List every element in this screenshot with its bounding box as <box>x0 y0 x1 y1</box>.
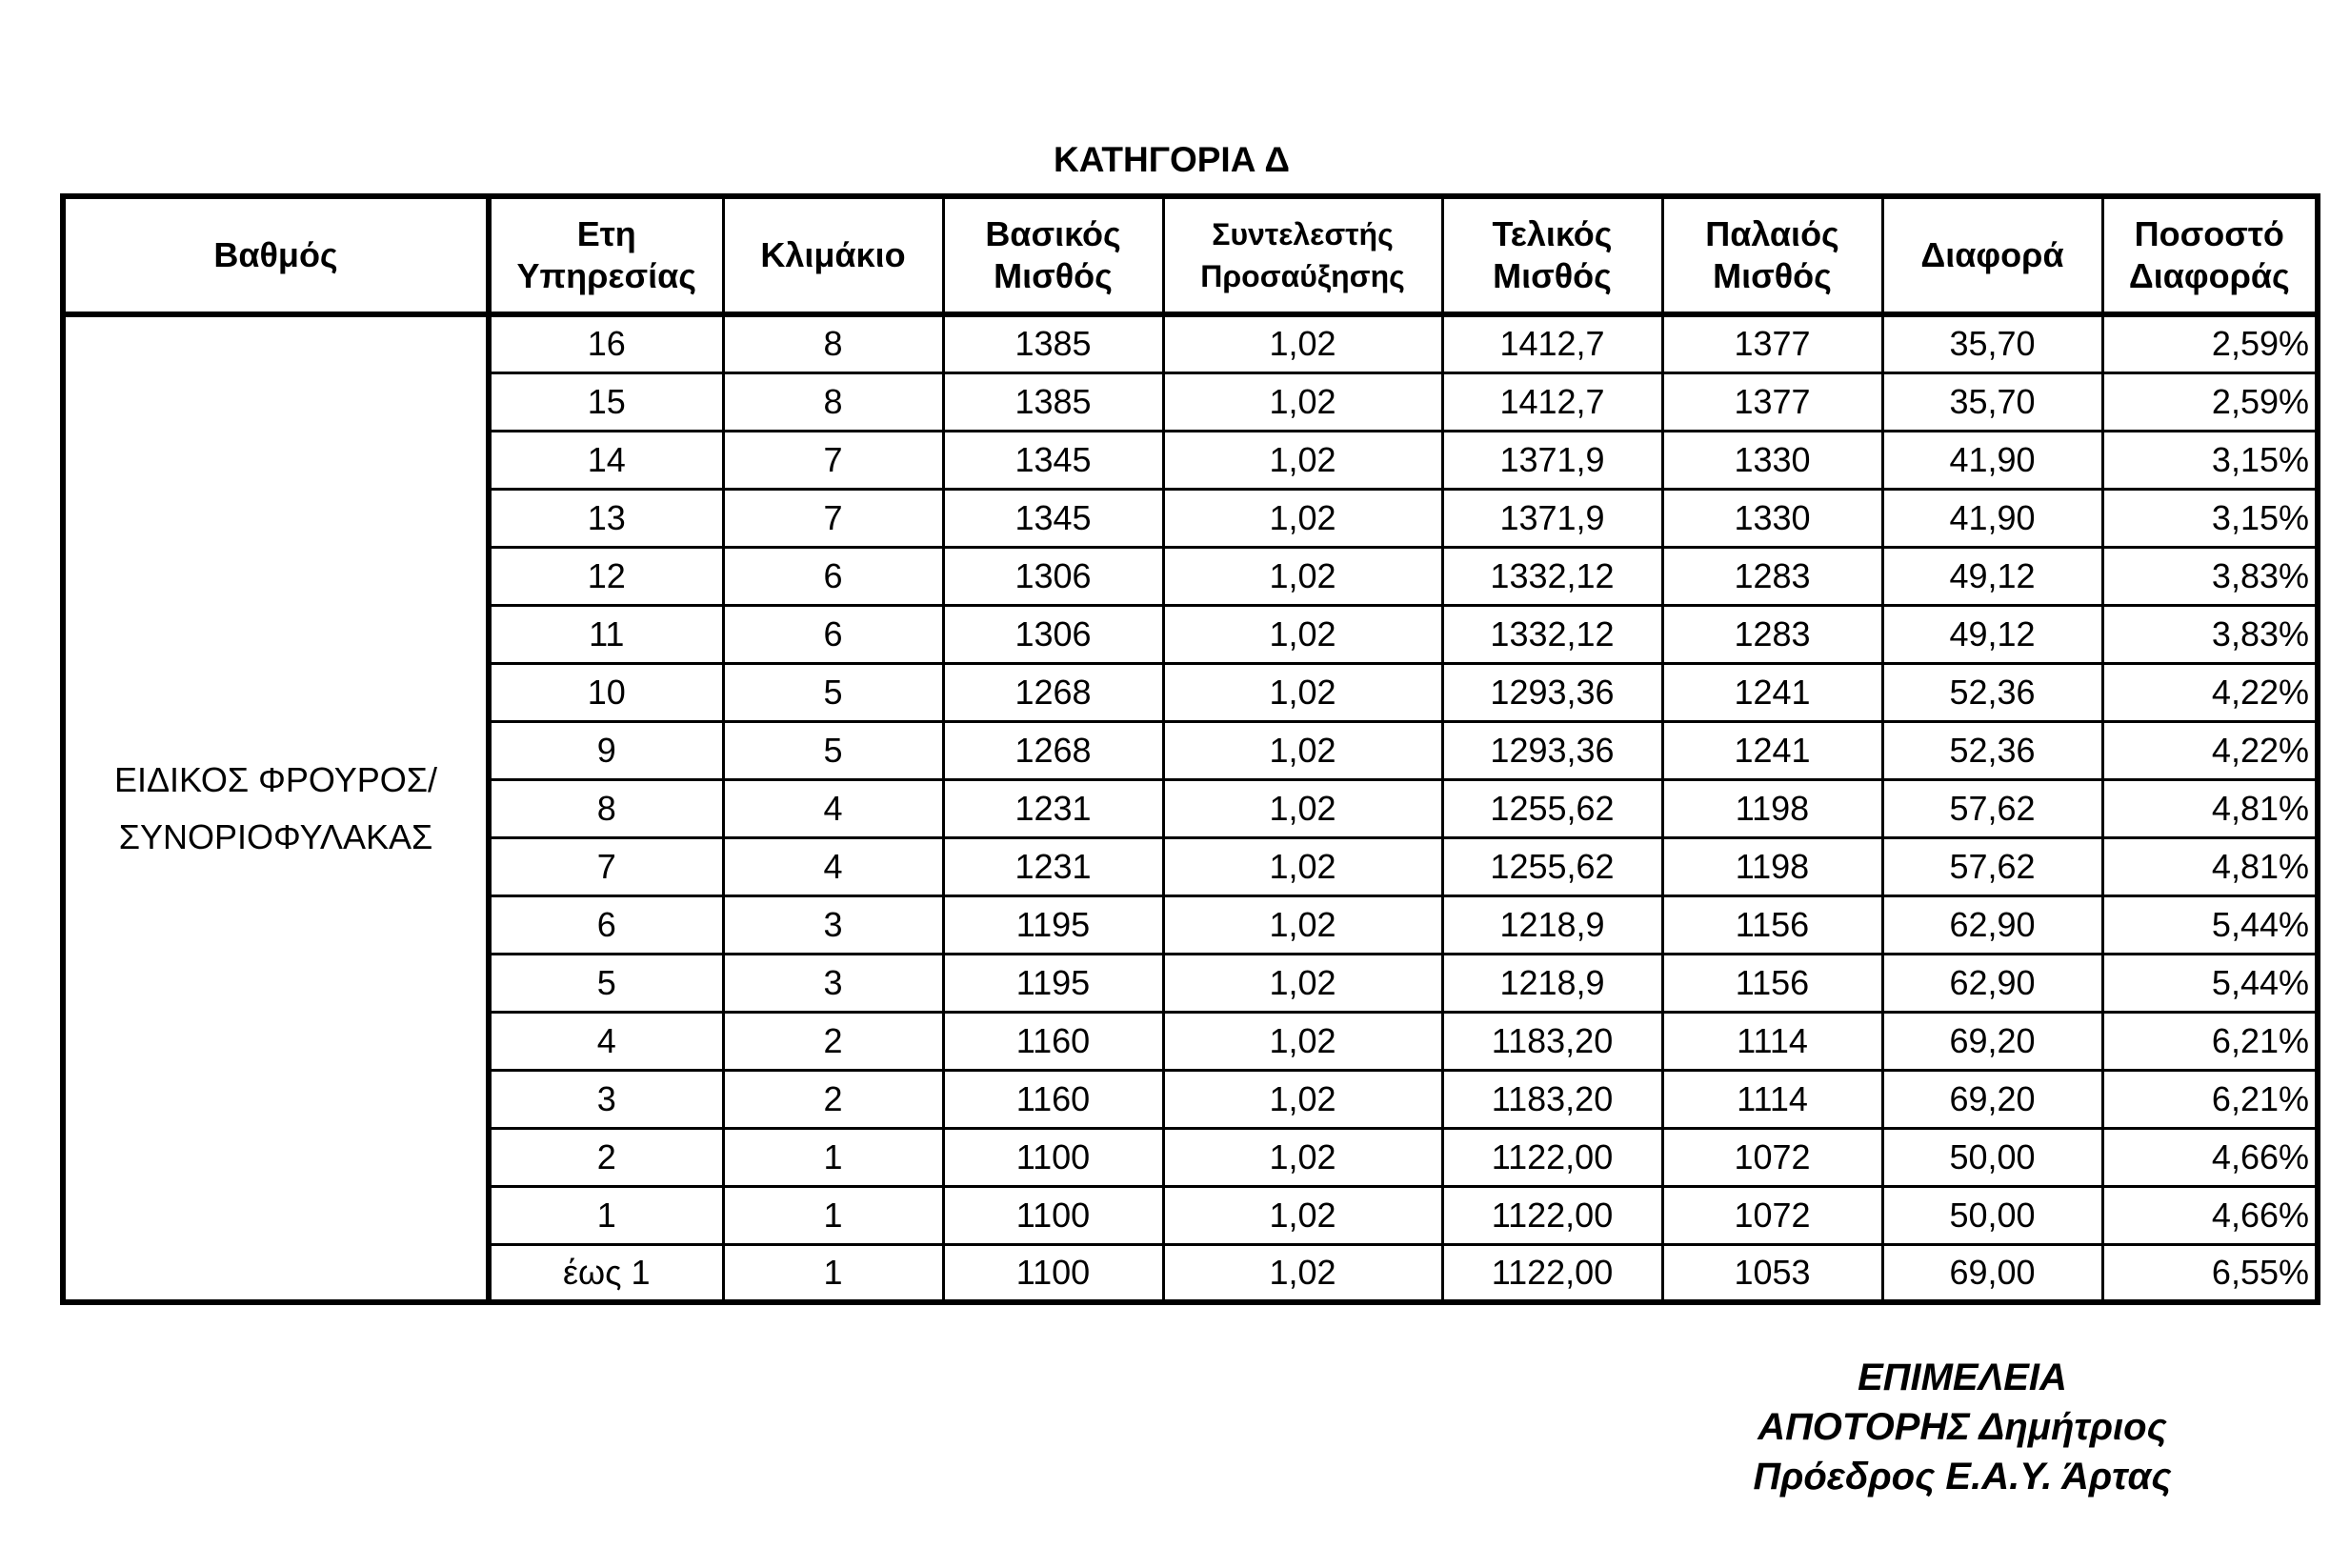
header-final-salary: Τελικός Μισθός <box>1442 196 1662 314</box>
basic-salary-cell: 1268 <box>943 663 1163 721</box>
signature-line-1: ΕΠΙΜΕΛΕΙΑ <box>1858 1357 2067 1398</box>
old-salary-cell: 1330 <box>1662 431 1882 489</box>
step-cell: 3 <box>723 895 943 954</box>
basic-salary-cell: 1306 <box>943 605 1163 663</box>
grade-cell: ΕΙΔΙΚΟΣ ΦΡΟΥΡΟΣ/ ΣΥΝΟΡΙΟΦΥΛΑΚΑΣ <box>63 314 489 1302</box>
step-cell: 6 <box>723 547 943 605</box>
difference-cell: 62,90 <box>1882 895 2102 954</box>
old-salary-cell: 1330 <box>1662 489 1882 547</box>
years-cell: 13 <box>489 489 723 547</box>
percent-cell: 2,59% <box>2102 314 2318 372</box>
percent-cell: 6,55% <box>2102 1244 2318 1302</box>
basic-salary-cell: 1306 <box>943 547 1163 605</box>
old-salary-cell: 1198 <box>1662 837 1882 895</box>
coefficient-cell: 1,02 <box>1163 895 1442 954</box>
basic-salary-cell: 1100 <box>943 1128 1163 1186</box>
difference-cell: 69,00 <box>1882 1244 2102 1302</box>
years-cell: 1 <box>489 1186 723 1244</box>
percent-cell: 5,44% <box>2102 954 2318 1012</box>
step-cell: 1 <box>723 1128 943 1186</box>
final-salary-cell: 1332,12 <box>1442 605 1662 663</box>
old-salary-cell: 1198 <box>1662 779 1882 837</box>
old-salary-cell: 1072 <box>1662 1128 1882 1186</box>
step-cell: 8 <box>723 314 943 372</box>
difference-cell: 69,20 <box>1882 1012 2102 1070</box>
basic-salary-cell: 1195 <box>943 895 1163 954</box>
final-salary-cell: 1183,20 <box>1442 1070 1662 1128</box>
step-cell: 6 <box>723 605 943 663</box>
percent-cell: 3,15% <box>2102 489 2318 547</box>
final-salary-cell: 1218,9 <box>1442 954 1662 1012</box>
percent-cell: 4,81% <box>2102 779 2318 837</box>
basic-salary-cell: 1195 <box>943 954 1163 1012</box>
basic-salary-cell: 1160 <box>943 1070 1163 1128</box>
percent-cell: 4,22% <box>2102 663 2318 721</box>
final-salary-cell: 1122,00 <box>1442 1244 1662 1302</box>
coefficient-cell: 1,02 <box>1163 489 1442 547</box>
years-cell: 7 <box>489 837 723 895</box>
difference-cell: 50,00 <box>1882 1128 2102 1186</box>
final-salary-cell: 1218,9 <box>1442 895 1662 954</box>
step-cell: 5 <box>723 721 943 779</box>
difference-cell: 52,36 <box>1882 663 2102 721</box>
final-salary-cell: 1412,7 <box>1442 372 1662 431</box>
years-cell: 14 <box>489 431 723 489</box>
final-salary-cell: 1255,62 <box>1442 837 1662 895</box>
coefficient-cell: 1,02 <box>1163 431 1442 489</box>
percent-cell: 3,15% <box>2102 431 2318 489</box>
difference-cell: 50,00 <box>1882 1186 2102 1244</box>
basic-salary-cell: 1100 <box>943 1244 1163 1302</box>
difference-cell: 52,36 <box>1882 721 2102 779</box>
final-salary-cell: 1255,62 <box>1442 779 1662 837</box>
step-cell: 4 <box>723 837 943 895</box>
difference-cell: 57,62 <box>1882 779 2102 837</box>
years-cell: 12 <box>489 547 723 605</box>
coefficient-cell: 1,02 <box>1163 954 1442 1012</box>
difference-cell: 41,90 <box>1882 431 2102 489</box>
header-years: Ετη Υπηρεσίας <box>489 196 723 314</box>
header-row <box>63 196 2318 314</box>
table-body <box>63 314 2318 1302</box>
header-step: Κλιμάκιο <box>723 196 943 314</box>
basic-salary-cell: 1345 <box>943 489 1163 547</box>
percent-cell: 4,81% <box>2102 837 2318 895</box>
step-cell: 2 <box>723 1070 943 1128</box>
step-cell: 7 <box>723 489 943 547</box>
step-cell: 3 <box>723 954 943 1012</box>
basic-salary-cell: 1385 <box>943 314 1163 372</box>
difference-cell: 49,12 <box>1882 605 2102 663</box>
final-salary-cell: 1293,36 <box>1442 721 1662 779</box>
final-salary-cell: 1371,9 <box>1442 431 1662 489</box>
basic-salary-cell: 1385 <box>943 372 1163 431</box>
coefficient-cell: 1,02 <box>1163 663 1442 721</box>
basic-salary-cell: 1231 <box>943 779 1163 837</box>
page-title: ΚΑΤΗΓΟΡΙΑ Δ <box>1054 140 1290 179</box>
coefficient-cell: 1,02 <box>1163 605 1442 663</box>
basic-salary-cell: 1345 <box>943 431 1163 489</box>
difference-cell: 49,12 <box>1882 547 2102 605</box>
step-cell: 1 <box>723 1186 943 1244</box>
years-cell: 10 <box>489 663 723 721</box>
percent-cell: 4,66% <box>2102 1128 2318 1186</box>
years-cell: έως 1 <box>489 1244 723 1302</box>
percent-cell: 6,21% <box>2102 1012 2318 1070</box>
years-cell: 16 <box>489 314 723 372</box>
years-cell: 6 <box>489 895 723 954</box>
step-cell: 4 <box>723 779 943 837</box>
old-salary-cell: 1072 <box>1662 1186 1882 1244</box>
coefficient-cell: 1,02 <box>1163 779 1442 837</box>
old-salary-cell: 1377 <box>1662 372 1882 431</box>
final-salary-cell: 1332,12 <box>1442 547 1662 605</box>
difference-cell: 35,70 <box>1882 372 2102 431</box>
coefficient-cell: 1,02 <box>1163 372 1442 431</box>
step-cell: 1 <box>723 1244 943 1302</box>
step-cell: 7 <box>723 431 943 489</box>
header-basic-salary: Βασικός Μισθός <box>943 196 1163 314</box>
coefficient-cell: 1,02 <box>1163 1128 1442 1186</box>
percent-cell: 4,22% <box>2102 721 2318 779</box>
header-difference: Διαφορά <box>1882 196 2102 314</box>
basic-salary-cell: 1160 <box>943 1012 1163 1070</box>
percent-cell: 6,21% <box>2102 1070 2318 1128</box>
final-salary-cell: 1183,20 <box>1442 1012 1662 1070</box>
years-cell: 2 <box>489 1128 723 1186</box>
table-row <box>63 314 2318 372</box>
coefficient-cell: 1,02 <box>1163 721 1442 779</box>
step-cell: 5 <box>723 663 943 721</box>
final-salary-cell: 1122,00 <box>1442 1128 1662 1186</box>
coefficient-cell: 1,02 <box>1163 1244 1442 1302</box>
old-salary-cell: 1156 <box>1662 954 1882 1012</box>
old-salary-cell: 1283 <box>1662 605 1882 663</box>
years-cell: 8 <box>489 779 723 837</box>
difference-cell: 57,62 <box>1882 837 2102 895</box>
years-cell: 11 <box>489 605 723 663</box>
basic-salary-cell: 1268 <box>943 721 1163 779</box>
basic-salary-cell: 1100 <box>943 1186 1163 1244</box>
years-cell: 4 <box>489 1012 723 1070</box>
final-salary-cell: 1293,36 <box>1442 663 1662 721</box>
years-cell: 15 <box>489 372 723 431</box>
years-cell: 3 <box>489 1070 723 1128</box>
old-salary-cell: 1156 <box>1662 895 1882 954</box>
difference-cell: 35,70 <box>1882 314 2102 372</box>
percent-cell: 4,66% <box>2102 1186 2318 1244</box>
final-salary-cell: 1371,9 <box>1442 489 1662 547</box>
old-salary-cell: 1241 <box>1662 663 1882 721</box>
header-grade: Βαθμός <box>63 196 489 314</box>
header-coefficient: Συντελεστής Προσαύξησης <box>1163 196 1442 314</box>
difference-cell: 41,90 <box>1882 489 2102 547</box>
header-percent-difference: Ποσοστό Διαφοράς <box>2102 196 2318 314</box>
coefficient-cell: 1,02 <box>1163 1070 1442 1128</box>
years-cell: 9 <box>489 721 723 779</box>
coefficient-cell: 1,02 <box>1163 314 1442 372</box>
coefficient-cell: 1,02 <box>1163 837 1442 895</box>
years-cell: 5 <box>489 954 723 1012</box>
final-salary-cell: 1412,7 <box>1442 314 1662 372</box>
step-cell: 8 <box>723 372 943 431</box>
basic-salary-cell: 1231 <box>943 837 1163 895</box>
old-salary-cell: 1114 <box>1662 1070 1882 1128</box>
final-salary-cell: 1122,00 <box>1442 1186 1662 1244</box>
percent-cell: 3,83% <box>2102 605 2318 663</box>
coefficient-cell: 1,02 <box>1163 547 1442 605</box>
coefficient-cell: 1,02 <box>1163 1012 1442 1070</box>
old-salary-cell: 1114 <box>1662 1012 1882 1070</box>
percent-cell: 2,59% <box>2102 372 2318 431</box>
signature-block <box>1696 1353 2229 1501</box>
percent-cell: 3,83% <box>2102 547 2318 605</box>
old-salary-cell: 1053 <box>1662 1244 1882 1302</box>
difference-cell: 62,90 <box>1882 954 2102 1012</box>
old-salary-cell: 1283 <box>1662 547 1882 605</box>
percent-cell: 5,44% <box>2102 895 2318 954</box>
old-salary-cell: 1377 <box>1662 314 1882 372</box>
coefficient-cell: 1,02 <box>1163 1186 1442 1244</box>
old-salary-cell: 1241 <box>1662 721 1882 779</box>
signature-line-3: Πρόεδρος Ε.Α.Υ. Άρτας <box>1753 1456 2172 1498</box>
header-old-salary: Παλαιός Μισθός <box>1662 196 1882 314</box>
difference-cell: 69,20 <box>1882 1070 2102 1128</box>
salary-table <box>60 193 2320 1305</box>
step-cell: 2 <box>723 1012 943 1070</box>
signature-line-2: ΑΠΟΤΟΡΗΣ Δημήτριος <box>1758 1406 2167 1448</box>
